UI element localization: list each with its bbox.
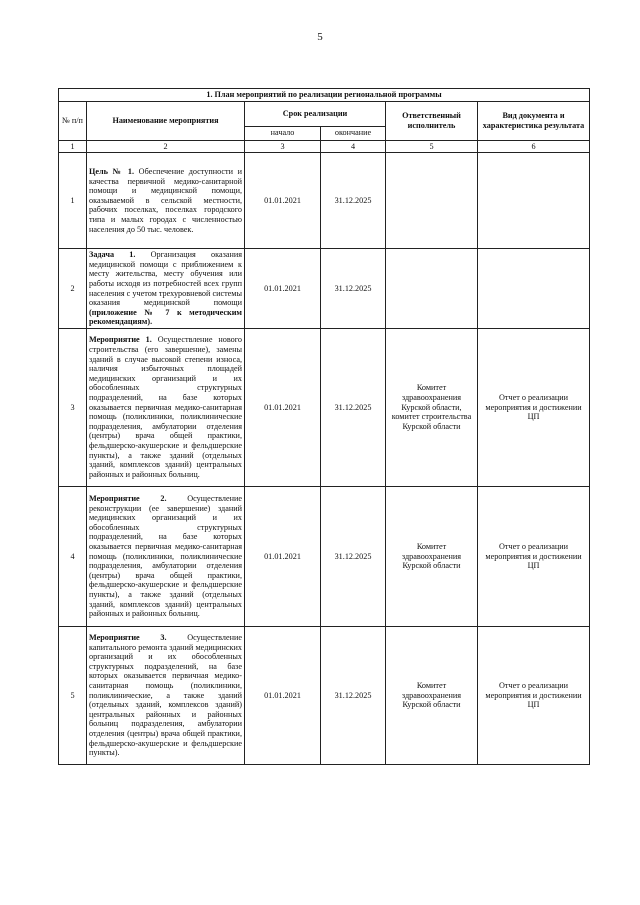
header-executor: Ответственный исполнитель bbox=[386, 101, 478, 140]
row-end-date: 31.12.2025 bbox=[321, 486, 386, 626]
row-name-bold: Мероприятие 3. bbox=[89, 633, 167, 643]
row-name-bold: Мероприятие 1. bbox=[89, 335, 152, 345]
row-end-date: 31.12.2025 bbox=[321, 249, 386, 329]
row-name-text: Организация оказания медицинской помощи с приближением к месту жительства, месту обучения или работы исходя из потребностей всех групп населения с учетом трехуровневой системы оказания медицинской помощи bbox=[89, 250, 242, 308]
row-name-text: Осуществление нового строительства (его завершение), замены зданий в случае высокой степени износа, наличия избыточных площадей медицинских организаций и их обособленных структурных подразделений, на базе которых оказывается первичная медико-санитарная помощь (поликлиники, поликлинические подразделения, амбулатории отделения (центры) врача общей практики, фельдшерско-акушерские и фельдшерские пункты), а также зданий (отдельных зданий, комплексов зданий) центральных районных и районных больниц. bbox=[89, 335, 242, 479]
row-name-text: Осуществление капитального ремонта зданий медицинских организаций и их обособленных структурных подразделений, на базе которых оказывается первичная медико-санитарная помощь (поликлиники, поликлинические, а также зданий (отдельных зданий, комплексов зданий) центральных районных и районных больниц подразделения, амбулатории отделения (центры) врача общей практики, фельдшерско-акушерские и фельдшерские пункты). bbox=[89, 633, 242, 758]
row-name-text: Осуществление реконструкции (ее завершение) зданий медицинских организаций и их обособленных структурных подразделений, на базе которых оказывается первичная медико-санитарная помощь (поликлиники, поликлинические подразделения, амбулатории отделения (центры) врача общей практики, фельдшерско-акушерские и фельдшерские пункты), а также зданий (отдельных зданий, комплексов зданий) центральных районных и районных больниц. bbox=[89, 494, 242, 619]
row-executor bbox=[386, 153, 478, 249]
row-name bbox=[87, 328, 245, 486]
row-result: Отчет о реализации мероприятия и достижении ЦП bbox=[478, 486, 590, 626]
row-name bbox=[87, 249, 245, 329]
table-row bbox=[59, 328, 590, 486]
header-period: Срок реализации bbox=[245, 101, 386, 126]
column-number: 2 bbox=[87, 140, 245, 153]
header-start: начало bbox=[245, 126, 321, 140]
row-name-bold: Цель № 1. bbox=[89, 167, 135, 177]
row-result: Отчет о реализации мероприятия и достижении ЦП bbox=[478, 328, 590, 486]
page-number: 5 bbox=[317, 31, 323, 43]
table-title: 1. План мероприятий по реализации региональной программы bbox=[59, 89, 590, 102]
row-start-date: 01.01.2021 bbox=[245, 328, 321, 486]
header-name: Наименование мероприятия bbox=[87, 101, 245, 140]
row-number: 5 bbox=[59, 626, 87, 764]
row-start-date: 01.01.2021 bbox=[245, 626, 321, 764]
row-number: 3 bbox=[59, 328, 87, 486]
row-name-bold: Мероприятие 2. bbox=[89, 494, 167, 504]
row-name bbox=[87, 486, 245, 626]
row-start-date: 01.01.2021 bbox=[245, 486, 321, 626]
row-executor: Комитет здравоохранения Курской области bbox=[386, 626, 478, 764]
column-number: 4 bbox=[321, 140, 386, 153]
column-number: 3 bbox=[245, 140, 321, 153]
row-name-text: Обеспечение доступности и качества первичной медико-санитарной помощи и медицинской помощи, оказываемой в сельской местности, рабочих поселках, поселках городского типа и малых городах с численностью населения до 50 тыс. человек. bbox=[89, 167, 242, 234]
row-name bbox=[87, 153, 245, 249]
row-number: 1 bbox=[59, 153, 87, 249]
header-no: № п/п bbox=[59, 101, 87, 140]
column-number: 6 bbox=[478, 140, 590, 153]
row-number: 4 bbox=[59, 486, 87, 626]
table-row bbox=[59, 486, 590, 626]
column-number-row bbox=[59, 140, 590, 153]
row-name bbox=[87, 626, 245, 764]
row-result bbox=[478, 249, 590, 329]
row-executor: Комитет здравоохранения Курской области bbox=[386, 486, 478, 626]
row-name-bold: Задача 1. bbox=[89, 250, 136, 260]
plan-table bbox=[58, 88, 590, 765]
row-name-tail: (приложение № 7 к методическим рекомендациям). bbox=[89, 307, 242, 327]
row-end-date: 31.12.2025 bbox=[321, 328, 386, 486]
table-row bbox=[59, 626, 590, 764]
row-end-date: 31.12.2025 bbox=[321, 626, 386, 764]
table-row bbox=[59, 249, 590, 329]
row-executor bbox=[386, 249, 478, 329]
row-executor: Комитет здравоохранения Курской области, комитет строительства Курской области bbox=[386, 328, 478, 486]
header-end: окончание bbox=[321, 126, 386, 140]
row-number: 2 bbox=[59, 249, 87, 329]
row-start-date: 01.01.2021 bbox=[245, 153, 321, 249]
row-end-date: 31.12.2025 bbox=[321, 153, 386, 249]
column-number: 1 bbox=[59, 140, 87, 153]
row-start-date: 01.01.2021 bbox=[245, 249, 321, 329]
header-result: Вид документа и характеристика результата bbox=[478, 101, 590, 140]
table-row bbox=[59, 153, 590, 249]
row-result: Отчет о реализации мероприятия и достижении ЦП bbox=[478, 626, 590, 764]
row-result bbox=[478, 153, 590, 249]
column-number: 5 bbox=[386, 140, 478, 153]
